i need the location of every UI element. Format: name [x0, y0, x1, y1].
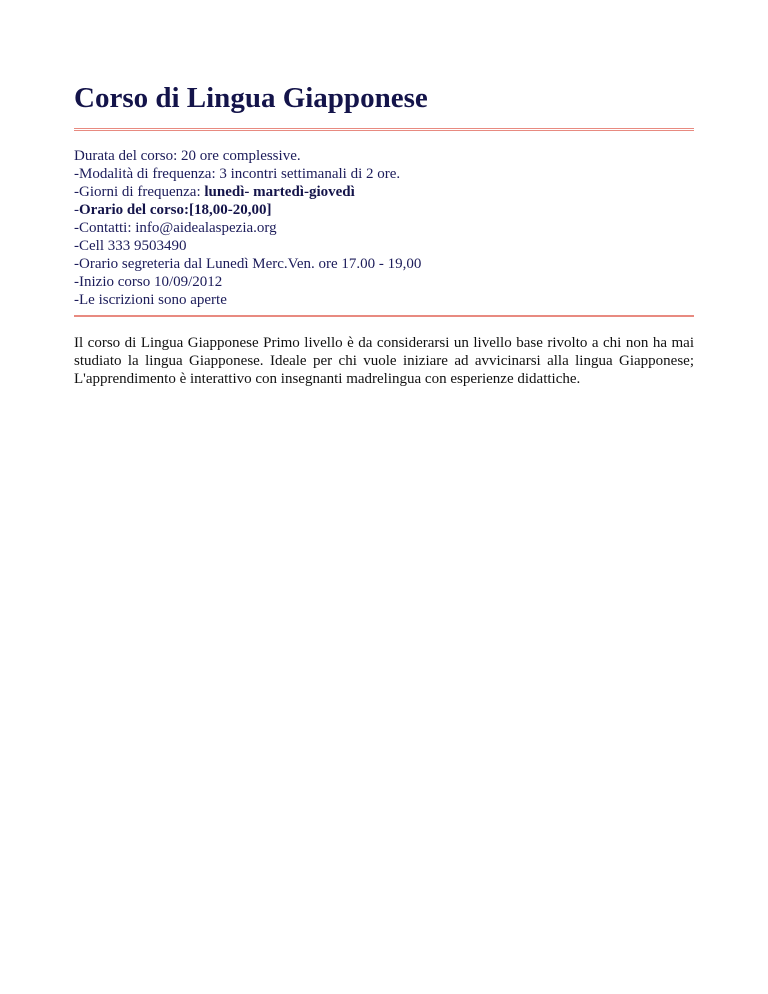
course-schedule — [74, 201, 694, 219]
course-description: Il corso di Lingua Giapponese Primo livello è da considerarsi un livello base rivolto a chi non ha mai studiato la lingua Giapponese. Ideale per chi vuole iniziare ad avvicinarsi alla lingua Giapponese; L'apprendimento è interattivo con insegnanti madrelingua con esperienze didattiche. — [74, 335, 694, 387]
course-phone: -Cell 333 9503490 — [74, 238, 187, 254]
course-schedule-value: Orario del corso:[18,00-20,00] — [79, 202, 272, 218]
enrollment-status: -Le iscrizioni sono aperte — [74, 292, 227, 308]
page-title: Corso di Lingua Giapponese — [74, 82, 428, 114]
course-duration: Durata del corso: 20 ore complessive. — [74, 148, 301, 164]
office-hours: -Orario segreteria dal Lunedì Merc.Ven. ore 17.00 - 19,00 — [74, 256, 422, 272]
course-schedule-prefix: - — [74, 202, 79, 218]
info-divider — [74, 315, 694, 317]
course-info — [74, 147, 694, 309]
title-divider — [74, 128, 694, 131]
document-page — [74, 0, 694, 403]
course-days-value: lunedì- martedì-giovedì — [204, 184, 355, 200]
course-days — [74, 183, 694, 201]
course-start: -Inizio corso 10/09/2012 — [74, 274, 223, 290]
course-days-label: -Giorni di frequenza: — [74, 184, 205, 200]
course-frequency-mode: -Modalità di frequenza: 3 incontri settimanali di 2 ore. — [74, 166, 401, 182]
course-contacts: -Contatti: info@aidealaspezia.org — [74, 220, 277, 236]
